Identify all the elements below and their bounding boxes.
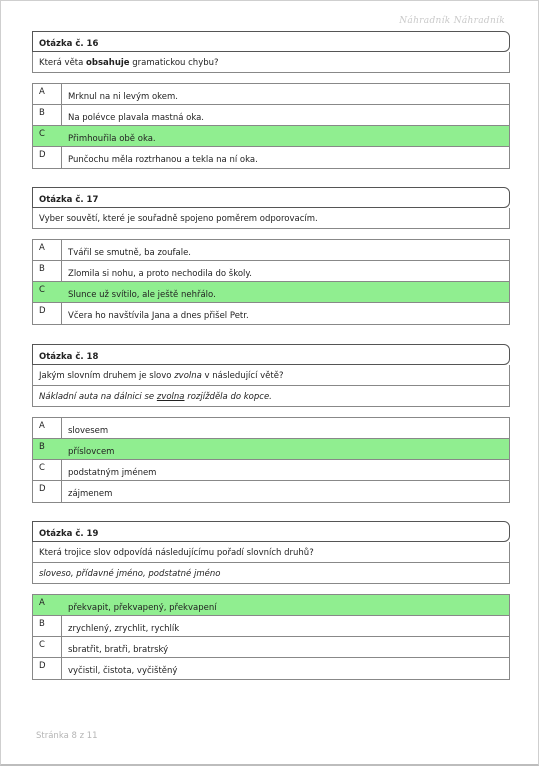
sentence-text: rozjížděla do kopce.	[184, 392, 272, 402]
answer-option-d[interactable]	[33, 481, 509, 502]
answer-letter: B	[33, 105, 62, 125]
sentence-underlined-word: zvolna	[156, 392, 185, 402]
answer-option-b[interactable]	[33, 616, 509, 637]
answer-letter: C	[33, 126, 62, 146]
answer-option-d[interactable]	[33, 147, 509, 168]
answer-table	[32, 594, 510, 680]
answer-text: Přimhouřila obě oka.	[68, 134, 156, 144]
question-prompt	[32, 52, 510, 73]
answer-option-c[interactable]	[33, 126, 509, 147]
answer-option-a[interactable]	[33, 595, 509, 616]
answer-letter: D	[33, 147, 62, 168]
answer-text: Včera ho navštívila Jana a dnes přišel Petr.	[68, 311, 249, 321]
answer-table	[32, 83, 510, 169]
question-17	[32, 187, 510, 325]
answer-text: podstatným jménem	[68, 468, 157, 478]
answer-text: Na polévce plavala mastná oka.	[68, 113, 204, 123]
answer-letter: D	[33, 303, 62, 324]
question-18	[32, 344, 510, 503]
answer-option-a[interactable]	[33, 418, 509, 439]
question-prompt: Vyber souvětí, které je souřadně spojeno poměrem odporovacím.	[32, 208, 510, 229]
answer-text: Slunce už svítilo, ale ještě nehřálo.	[68, 290, 216, 300]
answer-option-c[interactable]	[33, 637, 509, 658]
answer-option-c[interactable]	[33, 282, 509, 303]
answer-letter: A	[33, 240, 62, 260]
question-19	[32, 521, 510, 680]
answer-text: sbratřit, bratři, bratrský	[68, 645, 169, 655]
prompt-emphasis: obsahuje	[86, 58, 130, 68]
answer-text: příslovcem	[68, 447, 115, 457]
question-header: Otázka č. 18	[32, 344, 510, 365]
answer-table	[32, 417, 510, 503]
question-prompt: Která trojice slov odpovídá následujícímu pořadí slovních druhů?	[32, 542, 510, 563]
prompt-emphasis: zvolna	[174, 371, 202, 381]
answer-text: slovesem	[68, 426, 109, 436]
page-number: Stránka 8 z 11	[36, 731, 98, 741]
answer-letter: D	[33, 481, 62, 502]
prompt-text: Jakým slovním druhem je slovo	[39, 371, 175, 381]
question-header: Otázka č. 17	[32, 187, 510, 208]
answer-option-a[interactable]	[33, 240, 509, 261]
question-16	[32, 31, 510, 169]
question-sentence	[32, 386, 510, 407]
answer-letter: A	[33, 84, 62, 104]
answer-text: Mrknul na ni levým okem.	[68, 92, 179, 102]
answer-option-b[interactable]	[33, 105, 509, 126]
prompt-text: gramatickou chybu?	[129, 58, 219, 68]
answer-text: vyčistil, čistota, vyčištěný	[68, 666, 178, 676]
question-sentence: sloveso, přídavné jméno, podstatné jméno	[32, 563, 510, 584]
answer-text: Zlomila si nohu, a proto nechodila do školy.	[68, 269, 252, 279]
answer-text: zrychlený, zrychlit, rychlík	[68, 624, 180, 634]
answer-option-a[interactable]	[33, 84, 509, 105]
answer-letter: A	[33, 595, 62, 615]
answer-option-b[interactable]	[33, 439, 509, 460]
answer-letter: B	[33, 616, 62, 636]
answer-letter: D	[33, 658, 62, 679]
answer-text: Tvářil se smutně, ba zoufale.	[68, 248, 192, 258]
answer-letter: B	[33, 439, 62, 459]
question-header: Otázka č. 16	[32, 31, 510, 52]
answer-letter: C	[33, 282, 62, 302]
question-prompt	[32, 365, 510, 386]
sentence-text: Nákladní auta na dálnici se	[39, 392, 157, 402]
answer-table	[32, 239, 510, 325]
watermark: Náhradník Náhradník	[399, 16, 505, 26]
answer-option-d[interactable]	[33, 303, 509, 324]
answer-option-b[interactable]	[33, 261, 509, 282]
answer-letter: B	[33, 261, 62, 281]
answer-letter: C	[33, 637, 62, 657]
question-header: Otázka č. 19	[32, 521, 510, 542]
answer-text: Punčochu měla roztrhanou a tekla na ní oka.	[68, 155, 258, 165]
prompt-text: Která věta	[39, 58, 87, 68]
prompt-text: v následující větě?	[201, 371, 284, 381]
answer-text: překvapit, překvapený, překvapení	[68, 603, 217, 613]
answer-option-d[interactable]	[33, 658, 509, 679]
answer-letter: A	[33, 418, 62, 438]
answer-option-c[interactable]	[33, 460, 509, 481]
answer-text: zájmenem	[68, 489, 113, 499]
answer-letter: C	[33, 460, 62, 480]
